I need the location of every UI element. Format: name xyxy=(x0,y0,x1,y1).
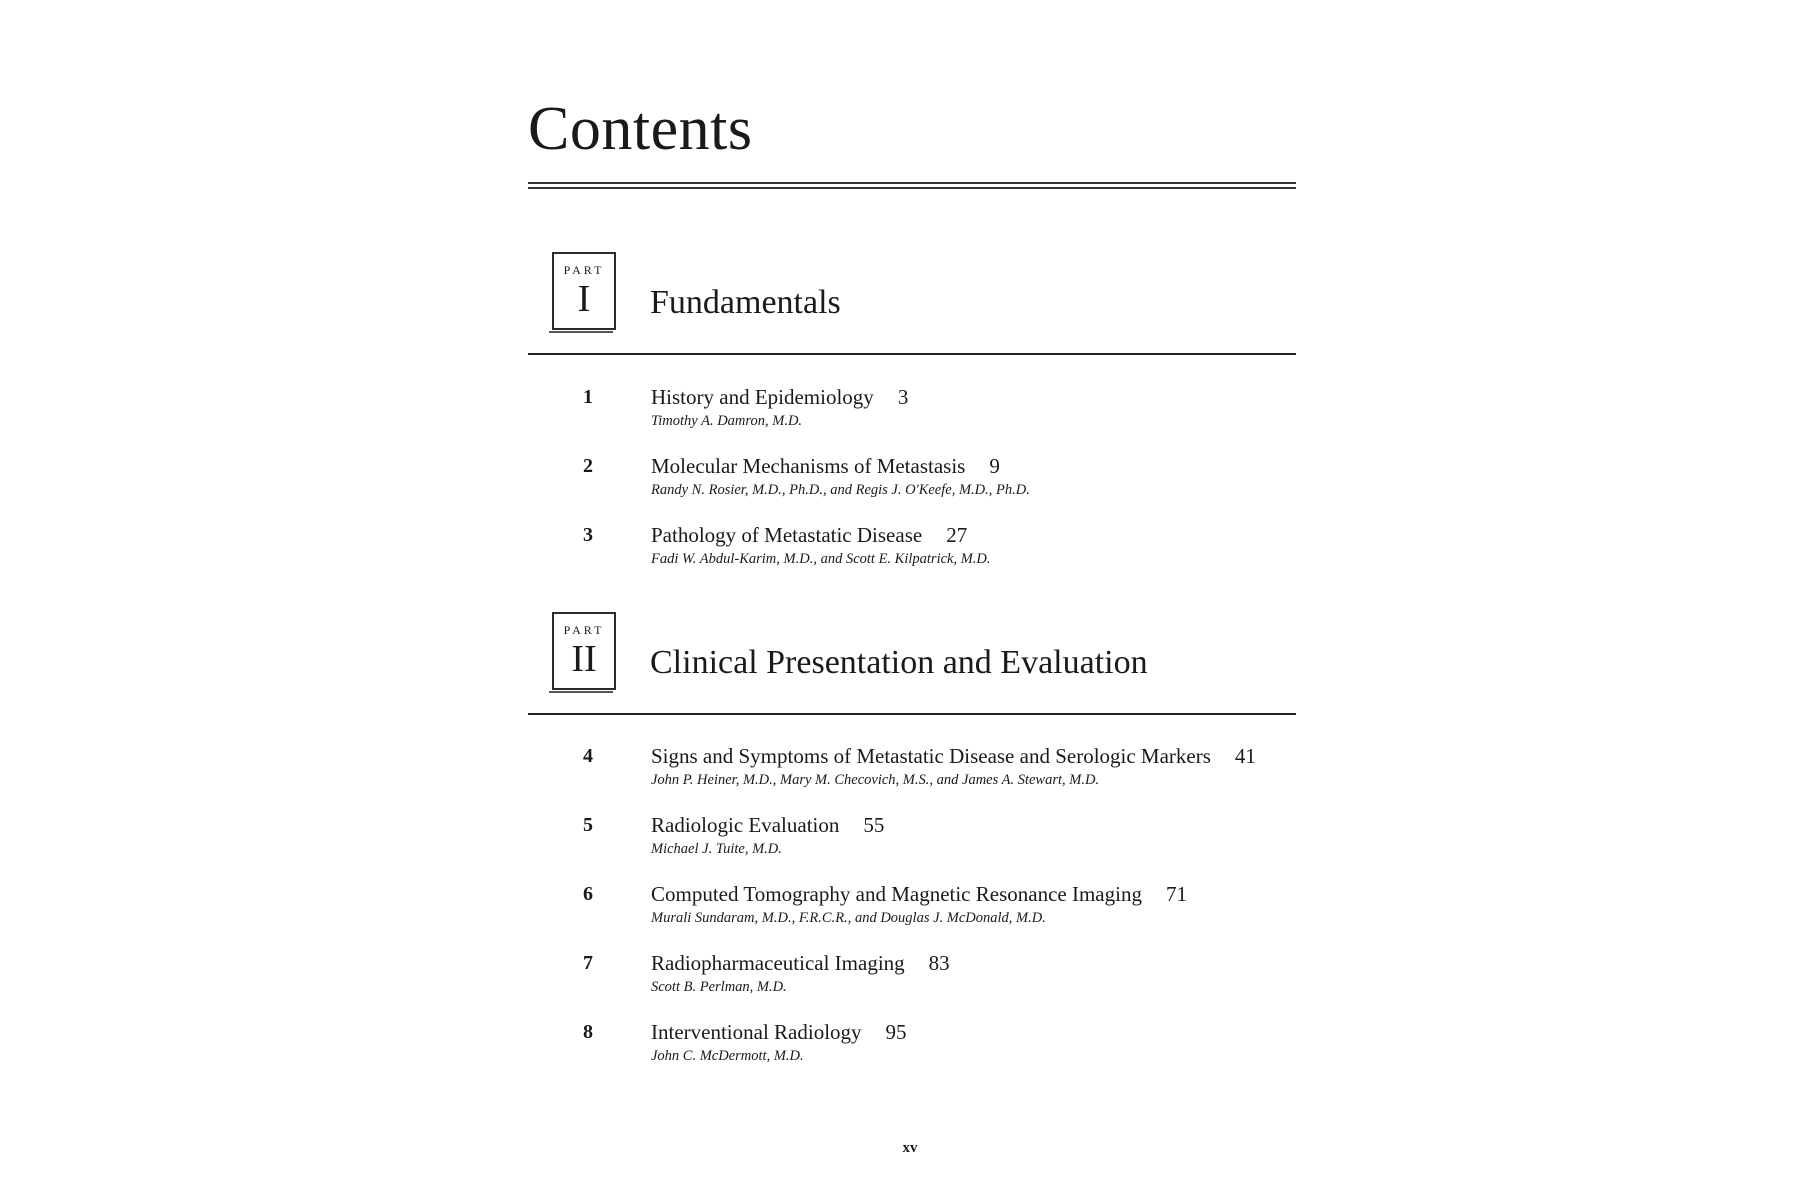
part-badge xyxy=(552,252,616,330)
part-label: PART xyxy=(563,263,605,277)
part-title: Fundamentals xyxy=(650,284,841,321)
chapter-authors: Michael J. Tuite, M.D. xyxy=(651,841,782,857)
chapter-title-line xyxy=(651,882,1187,907)
chapter-entry-6[interactable] xyxy=(528,882,1296,932)
chapter-page: 95 xyxy=(885,1020,907,1044)
chapter-authors: John P. Heiner, M.D., Mary M. Checovich, M.S., and James A. Stewart, M.D. xyxy=(651,772,1100,788)
chapter-title: Radiologic Evaluation xyxy=(651,813,840,837)
chapter-authors: Timothy A. Damron, M.D. xyxy=(651,413,803,429)
chapter-title: Pathology of Metastatic Disease xyxy=(651,523,923,547)
part-numeral: I xyxy=(577,278,591,320)
chapter-authors: Scott B. Perlman, M.D. xyxy=(651,979,787,995)
chapter-number: 4 xyxy=(583,745,593,767)
chapter-entry-8[interactable] xyxy=(528,1020,1296,1070)
chapter-title-line xyxy=(651,454,1000,479)
chapter-title-line xyxy=(651,385,908,410)
chapter-title: History and Epidemiology xyxy=(651,385,874,409)
chapter-number: 1 xyxy=(583,386,593,408)
part-label: PART xyxy=(563,623,605,637)
chapter-page: 71 xyxy=(1165,882,1187,906)
chapter-title: Molecular Mechanisms of Metastasis xyxy=(651,454,966,478)
chapter-page: 83 xyxy=(928,951,950,975)
chapter-entry-5[interactable] xyxy=(528,813,1296,863)
chapter-page: 3 xyxy=(897,385,909,409)
chapter-page: 27 xyxy=(946,523,968,547)
title-double-rule xyxy=(528,182,1296,189)
chapter-number: 7 xyxy=(583,952,593,974)
page-title: Contents xyxy=(528,95,753,163)
chapter-entry-1[interactable] xyxy=(528,385,1296,435)
part-rule xyxy=(528,353,1296,355)
chapter-number: 6 xyxy=(583,883,593,905)
chapter-authors: John C. McDermott, M.D. xyxy=(651,1048,804,1064)
part-title: Clinical Presentation and Evaluation xyxy=(650,644,1148,681)
page-folio: xv xyxy=(902,1140,918,1156)
chapter-entry-3[interactable] xyxy=(528,523,1296,573)
chapter-title: Signs and Symptoms of Metastatic Disease and Serologic Markers xyxy=(651,744,1211,768)
chapter-number: 5 xyxy=(583,814,593,836)
chapter-title-line xyxy=(651,951,950,976)
chapter-number: 2 xyxy=(583,455,593,477)
chapter-page: 41 xyxy=(1234,744,1256,768)
chapter-title-line xyxy=(651,523,967,548)
chapter-number: 8 xyxy=(583,1021,593,1043)
part-rule xyxy=(528,713,1296,715)
chapter-title: Computed Tomography and Magnetic Resonance Imaging xyxy=(651,882,1142,906)
part-numeral: II xyxy=(571,638,597,680)
chapter-title-line xyxy=(651,813,884,838)
chapter-page: 55 xyxy=(863,813,885,837)
chapter-entry-7[interactable] xyxy=(528,951,1296,1001)
chapter-number: 3 xyxy=(583,524,593,546)
chapter-page: 9 xyxy=(989,454,1000,478)
chapter-entry-2[interactable] xyxy=(528,454,1296,504)
chapter-title-line xyxy=(651,1020,907,1045)
chapter-title: Interventional Radiology xyxy=(651,1020,862,1044)
chapter-title: Radiopharmaceutical Imaging xyxy=(651,951,905,975)
chapter-title-line xyxy=(651,744,1256,769)
chapter-entry-4[interactable] xyxy=(528,744,1296,794)
chapter-authors: Randy N. Rosier, M.D., Ph.D., and Regis J. O'Keefe, M.D., Ph.D. xyxy=(651,482,1030,498)
chapter-authors: Murali Sundaram, M.D., F.R.C.R., and Douglas J. McDonald, M.D. xyxy=(651,910,1046,926)
part-badge xyxy=(552,612,616,690)
chapter-authors: Fadi W. Abdul-Karim, M.D., and Scott E. Kilpatrick, M.D. xyxy=(651,551,991,567)
